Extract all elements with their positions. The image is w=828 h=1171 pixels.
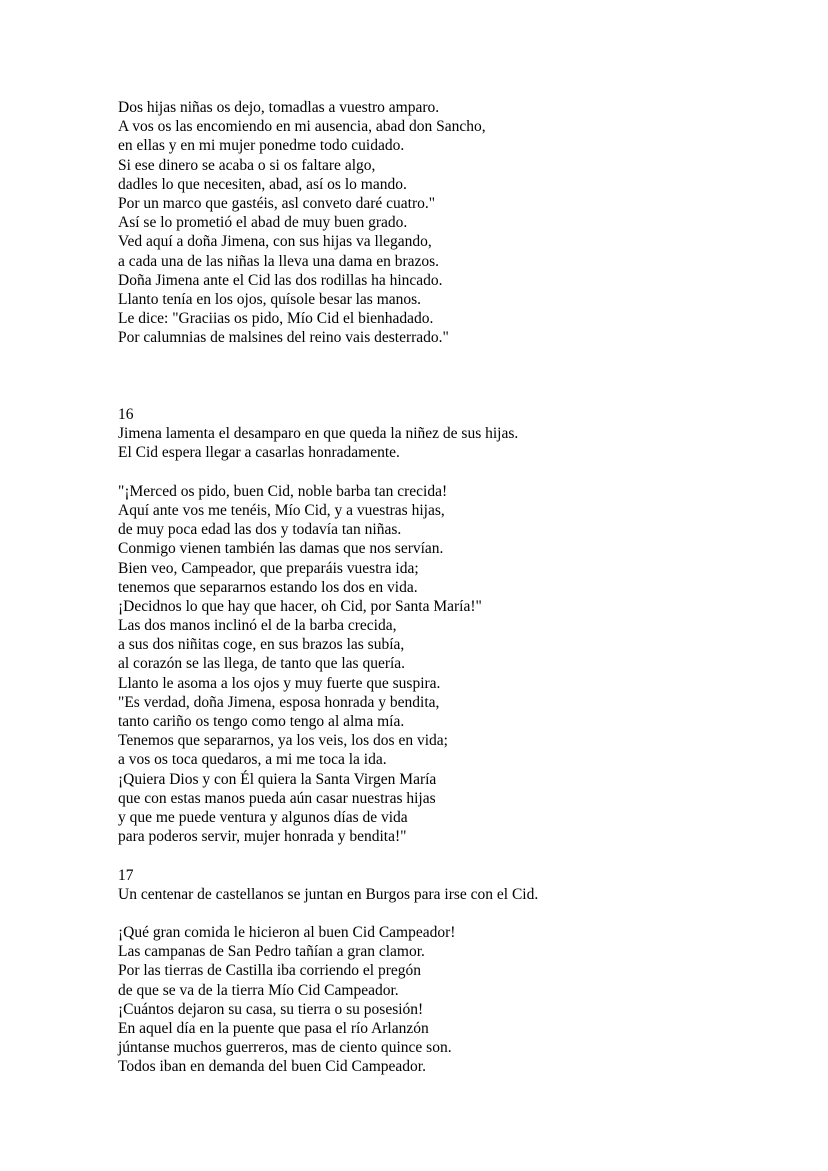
verse-line: a vos os toca quedaros, a mi me toca la ida.: [118, 751, 387, 769]
verse-line: tenemos que separarnos estando los dos en vida.: [118, 578, 418, 596]
verse-line: a sus dos niñitas coge, en sus brazos las subía,: [118, 636, 405, 654]
verse-line: de que se va de la tierra Mío Cid Campeador.: [118, 981, 399, 999]
verse-line: "¡Merced os pido, buen Cid, noble barba tan crecida!: [118, 482, 448, 500]
verse-line: y que me puede ventura y algunos días de vida: [118, 808, 408, 826]
section-number: 16: [118, 406, 134, 424]
section-15-tail: [118, 98, 798, 347]
verse-line: Le dice: "Graciias os pido, Mío Cid el bienhadado.: [118, 310, 434, 328]
verse-line: en ellas y en mi mujer ponedme todo cuidado.: [118, 137, 405, 155]
verse-line: Por calumnias de malsines del reino vais desterrado.": [118, 329, 449, 347]
verse-line: júntanse muchos guerreros, mas de ciento quince son.: [118, 1039, 452, 1057]
verse-line: Todos iban en demanda del buen Cid Campeador.: [118, 1058, 426, 1076]
verse-line: "Es verdad, doña Jimena, esposa honrada y bendita,: [118, 693, 440, 711]
verse-line: Llanto tenía en los ojos, quísole besar las manos.: [118, 290, 422, 308]
section-summary-line: Jimena lamenta el desamparo en que queda la niñez de sus hijas.: [118, 425, 519, 443]
verse-line: Por un marco que gastéis, asl conveto daré cuatro.": [118, 194, 436, 212]
section-gap: [118, 846, 798, 865]
verse-line: Las campanas de San Pedro tañían a gran clamor.: [118, 943, 425, 961]
verse-line: tanto cariño os tengo como tengo al alma mía.: [118, 713, 405, 731]
verse-line: Las dos manos inclinó el de la barba crecida,: [118, 617, 397, 635]
document-page: [118, 98, 798, 1077]
verse-line: dadles lo que necesiten, abad, así os lo mando.: [118, 175, 407, 193]
verse-line: ¡Quiera Dios y con Él quiera la Santa Virgen María: [118, 770, 437, 788]
verse-line: ¡Decidnos lo que hay que hacer, oh Cid, por Santa María!": [118, 597, 482, 615]
verse-line: Por las tierras de Castilla iba corriendo el pregón: [118, 962, 422, 980]
verse-line: ¡Qué gran comida le hicieron al buen Cid Campeador!: [118, 924, 456, 942]
verse-line: Bien veo, Campeador, que preparáis vuestra ida;: [118, 559, 419, 577]
verse-line: Aquí ante vos me tenéis, Mío Cid, y a vuestras hijas,: [118, 501, 445, 519]
verse-line: Tenemos que separarnos, ya los veis, los dos en vida;: [118, 732, 448, 750]
verse-line: A vos os las encomiendo en mi ausencia, abad don Sancho,: [118, 118, 486, 136]
section-gap: [118, 386, 798, 405]
section-gap: [118, 347, 798, 385]
stanza-gap: [118, 904, 798, 923]
verse-line: Conmigo vienen también las damas que nos servían.: [118, 540, 444, 558]
verse-line: de muy poca edad las dos y todavía tan niñas.: [118, 521, 402, 539]
verse-line: En aquel día en la puente que pasa el río Arlanzón: [118, 1020, 429, 1038]
section-16: [118, 405, 798, 846]
verse-line: Llanto le asoma a los ojos y muy fuerte que suspira.: [118, 674, 441, 692]
verse-line: al corazón se las llega, de tanto que las quería.: [118, 655, 406, 673]
section-number: 17: [118, 866, 134, 884]
stanza-gap: [118, 463, 798, 482]
verse-line: Ved aquí a doña Jimena, con sus hijas va llegando,: [118, 233, 432, 251]
verse-line: Así se lo prometió el abad de muy buen grado.: [118, 214, 408, 232]
verse-line: ¡Cuántos dejaron su casa, su tierra o su posesión!: [118, 1000, 424, 1018]
section-summary-line: Un centenar de castellanos se juntan en Burgos para irse con el Cid.: [118, 885, 539, 903]
verse-line: para poderos servir, mujer honrada y bendita!": [118, 828, 407, 846]
verse-line: que con estas manos pueda aún casar nuestras hijas: [118, 789, 436, 807]
section-summary-line: El Cid espera llegar a casarlas honradamente.: [118, 444, 400, 462]
verse-line: a cada una de las niñas la lleva una dama en brazos.: [118, 252, 440, 270]
verse-line: Doña Jimena ante el Cid las dos rodillas ha hincado.: [118, 271, 443, 289]
verse-line: Si ese dinero se acaba o si os faltare algo,: [118, 156, 376, 174]
verse-line: Dos hijas niñas os dejo, tomadlas a vuestro amparo.: [118, 99, 440, 116]
section-17: [118, 866, 798, 1077]
